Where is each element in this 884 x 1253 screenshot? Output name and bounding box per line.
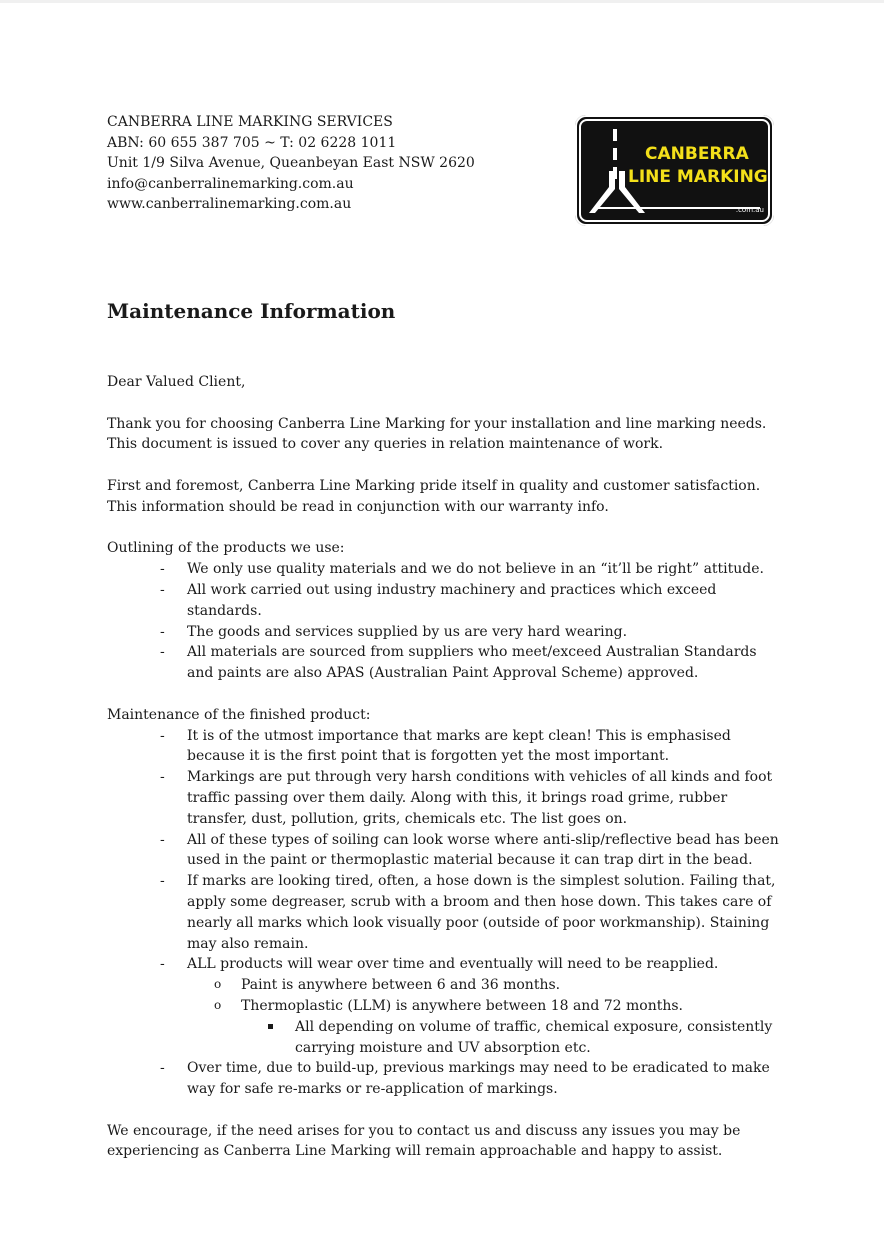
spacer (107, 1100, 787, 1121)
products-label: Outlining of the products we use: (107, 540, 345, 557)
company-website: www.canberralinemarking.com.au (107, 196, 352, 213)
list-item: - All materials are sourced from suppliers who meet/exceed Australian Standards and paints are also APAS (Australian Paint Approval Scheme) approved. (107, 642, 787, 684)
intro-line: Thank you for choosing Canberra Line Marking for your installation and line marking needs. (107, 415, 767, 432)
list-item: - It is of the utmost importance that marks are kept clean! This is emphasised because it is the first point that is forgotten yet the most important. (107, 726, 787, 768)
sub-list-item-with-sublist (187, 996, 787, 1058)
sub-list-item-text: Thermoplastic (LLM) is anywhere between 18 and 72 months. (241, 997, 683, 1014)
products-section (107, 538, 787, 684)
products-list (107, 559, 787, 684)
company-name: CANBERRA LINE MARKING SERVICES (107, 114, 393, 130)
intro-line: This document is issued to cover any queries in relation maintenance of work. (107, 436, 664, 453)
sub-list-item: o Paint is anywhere between 6 and 36 months. (187, 975, 787, 996)
sub-list (187, 975, 787, 1058)
sub-sub-list-item: All depending on volume of traffic, chemical exposure, consistently carrying moisture and UV absorption etc. (241, 1017, 787, 1059)
company-email: info@canberralinemarking.com.au (107, 175, 354, 192)
list-item: - Over time, due to build-up, previous markings may need to be eradicated to make way for safe re-marks or re-application of markings. (107, 1058, 787, 1100)
page-title: Maintenance Information (107, 299, 396, 323)
company-abn-phone: ABN: 60 655 387 705 ~ T: 02 6228 1011 (107, 134, 397, 151)
logo-line1: CANBERRA (645, 144, 749, 164)
intro-paragraph (107, 414, 787, 456)
letter-body (107, 372, 787, 1183)
logo-line2: LINE MARKING (628, 167, 768, 187)
logo-domain: .com.au (735, 206, 764, 214)
sub-sub-list (241, 1017, 787, 1059)
greeting: Dear Valued Client, (107, 374, 246, 390)
first-paragraph (107, 476, 787, 518)
company-logo (575, 115, 774, 226)
first-line: First and foremost, Canberra Line Marking pride itself in quality and customer satisfaction. (107, 477, 761, 494)
list-item: - All of these types of soiling can look worse where anti-slip/reflective bead has been used in the paint or thermoplastic material because it can trap dirt in the bead. (107, 830, 787, 872)
first-line: This information should be read in conjunction with our warranty info. (107, 498, 609, 515)
list-item: - All work carried out using industry machinery and practices which exceed standards. (107, 580, 787, 622)
spacer (107, 684, 787, 705)
company-details (107, 112, 475, 215)
maintenance-label: Maintenance of the finished product: (107, 706, 371, 723)
closing-paragraph: We encourage, if the need arises for you to contact us and discuss any issues you may be experiencing as Canberra Line Marking will remain approachable and happy to assist. (107, 1122, 741, 1160)
list-item: - Markings are put through very harsh conditions with vehicles of all kinds and foot traffic passing over them daily. Along with this, it brings road grime, rubber transfer, dust, pollution, grits, chemicals etc. The list goes on. (107, 767, 787, 829)
top-border (0, 0, 884, 3)
maintenance-section (107, 705, 787, 1100)
maintenance-list (107, 726, 787, 1100)
list-item-with-sublist (107, 954, 787, 1058)
company-address: Unit 1/9 Silva Avenue, Queanbeyan East NSW 2620 (107, 155, 475, 172)
list-item: - We only use quality materials and we do not believe in an “it’ll be right” attitude. (107, 559, 787, 580)
list-item-text: ALL products will wear over time and eventually will need to be reapplied. (187, 956, 719, 973)
list-item: - If marks are looking tired, often, a hose down is the simplest solution. Failing that, apply some degreaser, scrub with a broom and then hose down. This takes care of nearly all marks which look visually poor (outside of poor workmanship). Staining may also remain. (107, 871, 787, 954)
list-item: - The goods and services supplied by us are very hard wearing. (107, 622, 787, 643)
